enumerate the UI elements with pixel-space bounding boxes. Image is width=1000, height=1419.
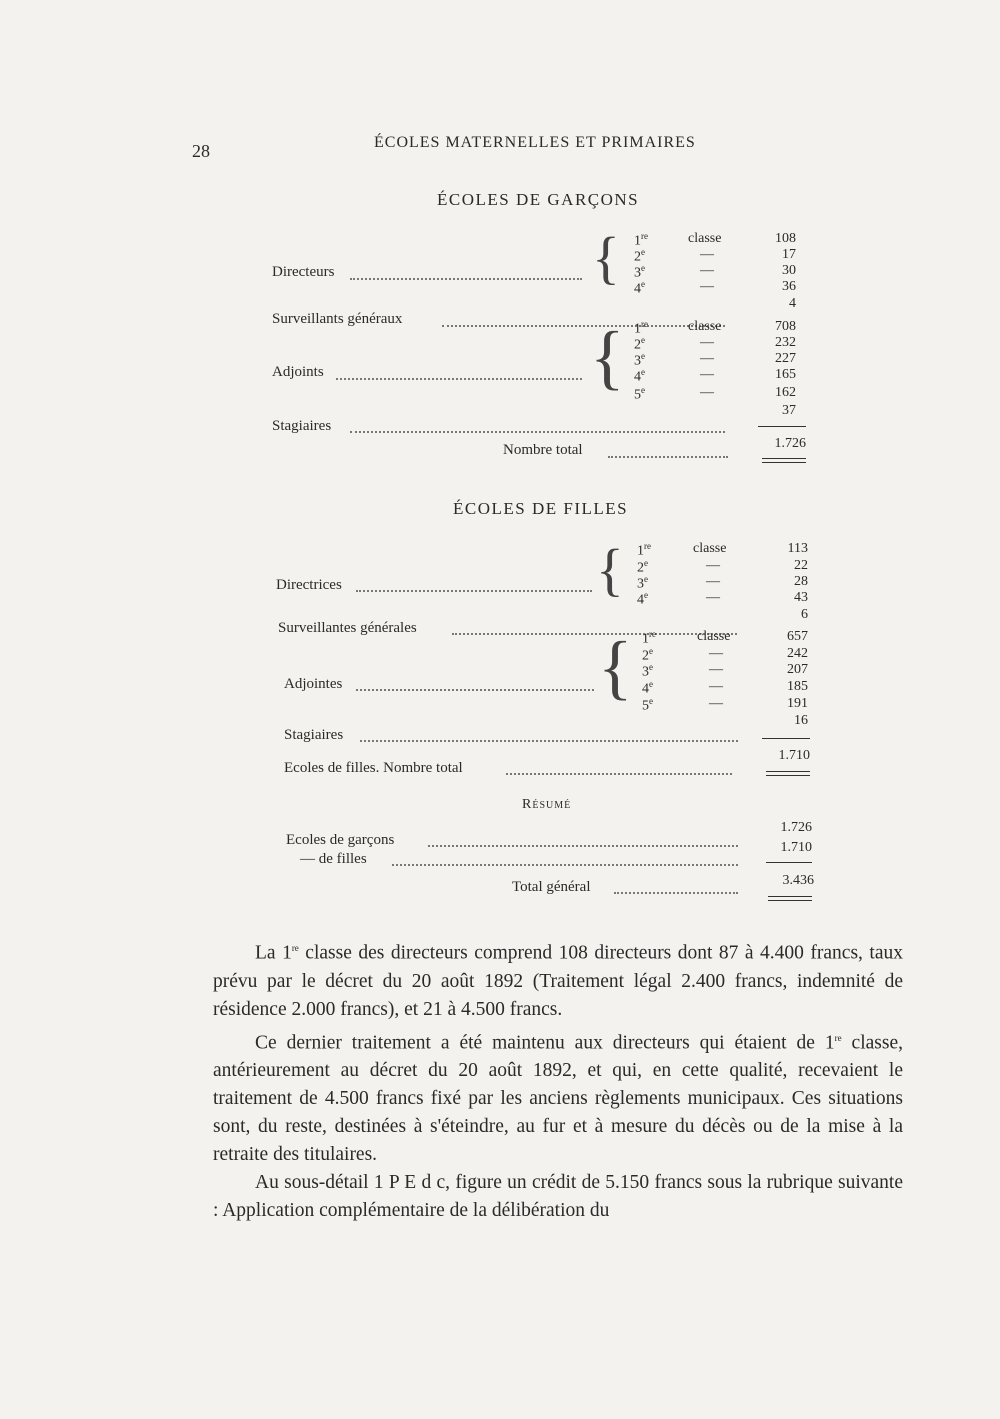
count-value: 227 — [775, 351, 796, 366]
brace: { — [592, 225, 620, 290]
count-value: 708 — [775, 319, 796, 334]
count-value: 242 — [787, 646, 808, 661]
filles-total-value: 1.710 — [778, 748, 810, 763]
garcons-total-label: Nombre total — [503, 442, 583, 458]
paragraph: Au sous-détail 1 P E d c, figure un crédit de 5.150 francs sous la rubrique suivante : Application complémentaire de la délibération du — [213, 1172, 903, 1221]
stagiaires-value: 16 — [794, 713, 808, 728]
count-value: 657 — [787, 629, 808, 644]
resume-garcons-value: 1.726 — [780, 820, 812, 835]
directeurs-label: Directeurs — [272, 264, 335, 280]
class-number: 4e — [642, 679, 653, 697]
count-value: 207 — [787, 662, 808, 677]
sum-rule — [762, 738, 810, 739]
class-kind: — — [709, 679, 723, 694]
count-value: 28 — [794, 574, 808, 589]
leader-dots — [608, 456, 728, 458]
count-value: 43 — [794, 590, 808, 605]
class-kind: — — [700, 263, 714, 278]
class-number: 2e — [634, 247, 645, 265]
class-kind: — — [706, 590, 720, 605]
count-value: 232 — [775, 335, 796, 350]
count-value: 113 — [787, 541, 808, 556]
paragraph: La 1re classe des directeurs comprend 108 directeurs dont 87 à 4.400 francs, taux prévu par le décret du 20 août 1892 (Traitement légal 2.400 francs, indemnité de résidence 2.000 francs), et 21 à 4.500 francs. — [213, 942, 903, 1020]
leader-dots — [350, 278, 582, 280]
count-value: 36 — [782, 279, 796, 294]
body-text — [213, 934, 903, 1225]
class-number: 4e — [637, 590, 648, 608]
class-number: 2e — [637, 558, 648, 576]
class-number: 3e — [634, 263, 645, 281]
leader-dots — [356, 689, 594, 691]
class-kind: — — [700, 247, 714, 262]
class-number: 2e — [642, 646, 653, 664]
resume-garcons-label: Ecoles de garçons — [286, 832, 395, 848]
adjointes-label: Adjointes — [284, 676, 343, 692]
class-kind: — — [700, 367, 714, 382]
count-value: 191 — [787, 696, 808, 711]
brace: { — [596, 537, 624, 602]
count-value: 108 — [775, 231, 796, 246]
surveillants-value: 4 — [789, 296, 796, 311]
paragraph: Ce dernier traitement a été maintenu aux directeurs qui étaient de 1re classe, antérieurement au décret du 20 août 1892, et qui, en cette qualité, recevaient le traitement de 4.500 francs fixé par les anciens règlements municipaux. Ces situations sont, du reste, destinées à s'éteindre, au fur et à mesure du décès ou de la mise à la retraite des titulaires. — [213, 1032, 903, 1165]
class-kind: — — [700, 335, 714, 350]
class-kind: classe — [697, 629, 731, 644]
leader-dots — [428, 845, 738, 847]
brace: { — [598, 627, 633, 707]
class-number: 1re — [634, 231, 648, 249]
garcons-title: ÉCOLES DE GARÇONS — [437, 190, 640, 209]
class-number: 3e — [637, 574, 648, 592]
double-rule — [762, 462, 806, 463]
leader-dots — [350, 431, 725, 433]
stagiaires-label: Stagiaires — [272, 418, 332, 434]
class-kind: — — [709, 646, 723, 661]
leader-dots — [506, 773, 732, 775]
resume-filles-label: — de filles — [300, 851, 367, 867]
class-kind: — — [700, 385, 714, 400]
class-kind: — — [700, 351, 714, 366]
surveillants-label: Surveillants généraux — [272, 311, 403, 327]
class-kind: — — [700, 279, 714, 294]
count-value: 165 — [775, 367, 796, 382]
class-kind: — — [706, 558, 720, 573]
filles-title: ÉCOLES DE FILLES — [453, 499, 629, 518]
class-number: 1re — [637, 541, 651, 559]
leader-dots — [356, 590, 592, 592]
count-value: 22 — [794, 558, 808, 573]
class-kind: — — [706, 574, 720, 589]
class-kind: classe — [693, 541, 727, 556]
directrices-label: Directrices — [276, 577, 342, 593]
double-rule — [766, 771, 810, 772]
class-number: 2e — [634, 335, 645, 353]
surveillantes-label: Surveillantes générales — [278, 620, 417, 636]
class-number: 5e — [642, 696, 653, 714]
count-value: 162 — [775, 385, 796, 400]
class-number: 1re — [642, 629, 656, 647]
class-number: 1re — [634, 319, 648, 337]
resume-title: Résumé — [522, 797, 572, 812]
count-value: 185 — [787, 679, 808, 694]
adjoints-label: Adjoints — [272, 364, 324, 380]
sum-rule — [766, 862, 812, 863]
running-title: ÉCOLES MATERNELLES ET PRIMAIRES — [374, 134, 696, 151]
count-value: 17 — [782, 247, 796, 262]
class-number: 4e — [634, 367, 645, 385]
resume-total-label: Total général — [512, 879, 591, 895]
double-rule — [762, 458, 806, 459]
leader-dots — [442, 325, 725, 327]
leader-dots — [392, 864, 738, 866]
stagiaires-label: Stagiaires — [284, 727, 344, 743]
garcons-total-value: 1.726 — [774, 436, 806, 451]
leader-dots — [614, 892, 738, 894]
class-number: 3e — [634, 351, 645, 369]
stagiaires-value: 37 — [782, 403, 796, 418]
resume-total-value: 3.436 — [782, 873, 814, 888]
class-number: 3e — [642, 662, 653, 680]
class-number: 4e — [634, 279, 645, 297]
class-kind: classe — [688, 231, 722, 246]
surveillantes-value: 6 — [801, 607, 808, 622]
class-kind: classe — [688, 319, 722, 334]
brace: { — [590, 317, 625, 397]
leader-dots — [452, 633, 737, 635]
filles-total-label: Ecoles de filles. Nombre total — [284, 760, 463, 776]
page-number: 28 — [192, 141, 210, 161]
count-value: 30 — [782, 263, 796, 278]
leader-dots — [336, 378, 582, 380]
double-rule — [766, 775, 810, 776]
class-number: 5e — [634, 385, 645, 403]
class-kind: — — [709, 696, 723, 711]
resume-filles-value: 1.710 — [780, 840, 812, 855]
sum-rule — [758, 426, 806, 427]
double-rule — [768, 896, 812, 897]
leader-dots — [360, 740, 738, 742]
double-rule — [768, 900, 812, 901]
class-kind: — — [709, 662, 723, 677]
